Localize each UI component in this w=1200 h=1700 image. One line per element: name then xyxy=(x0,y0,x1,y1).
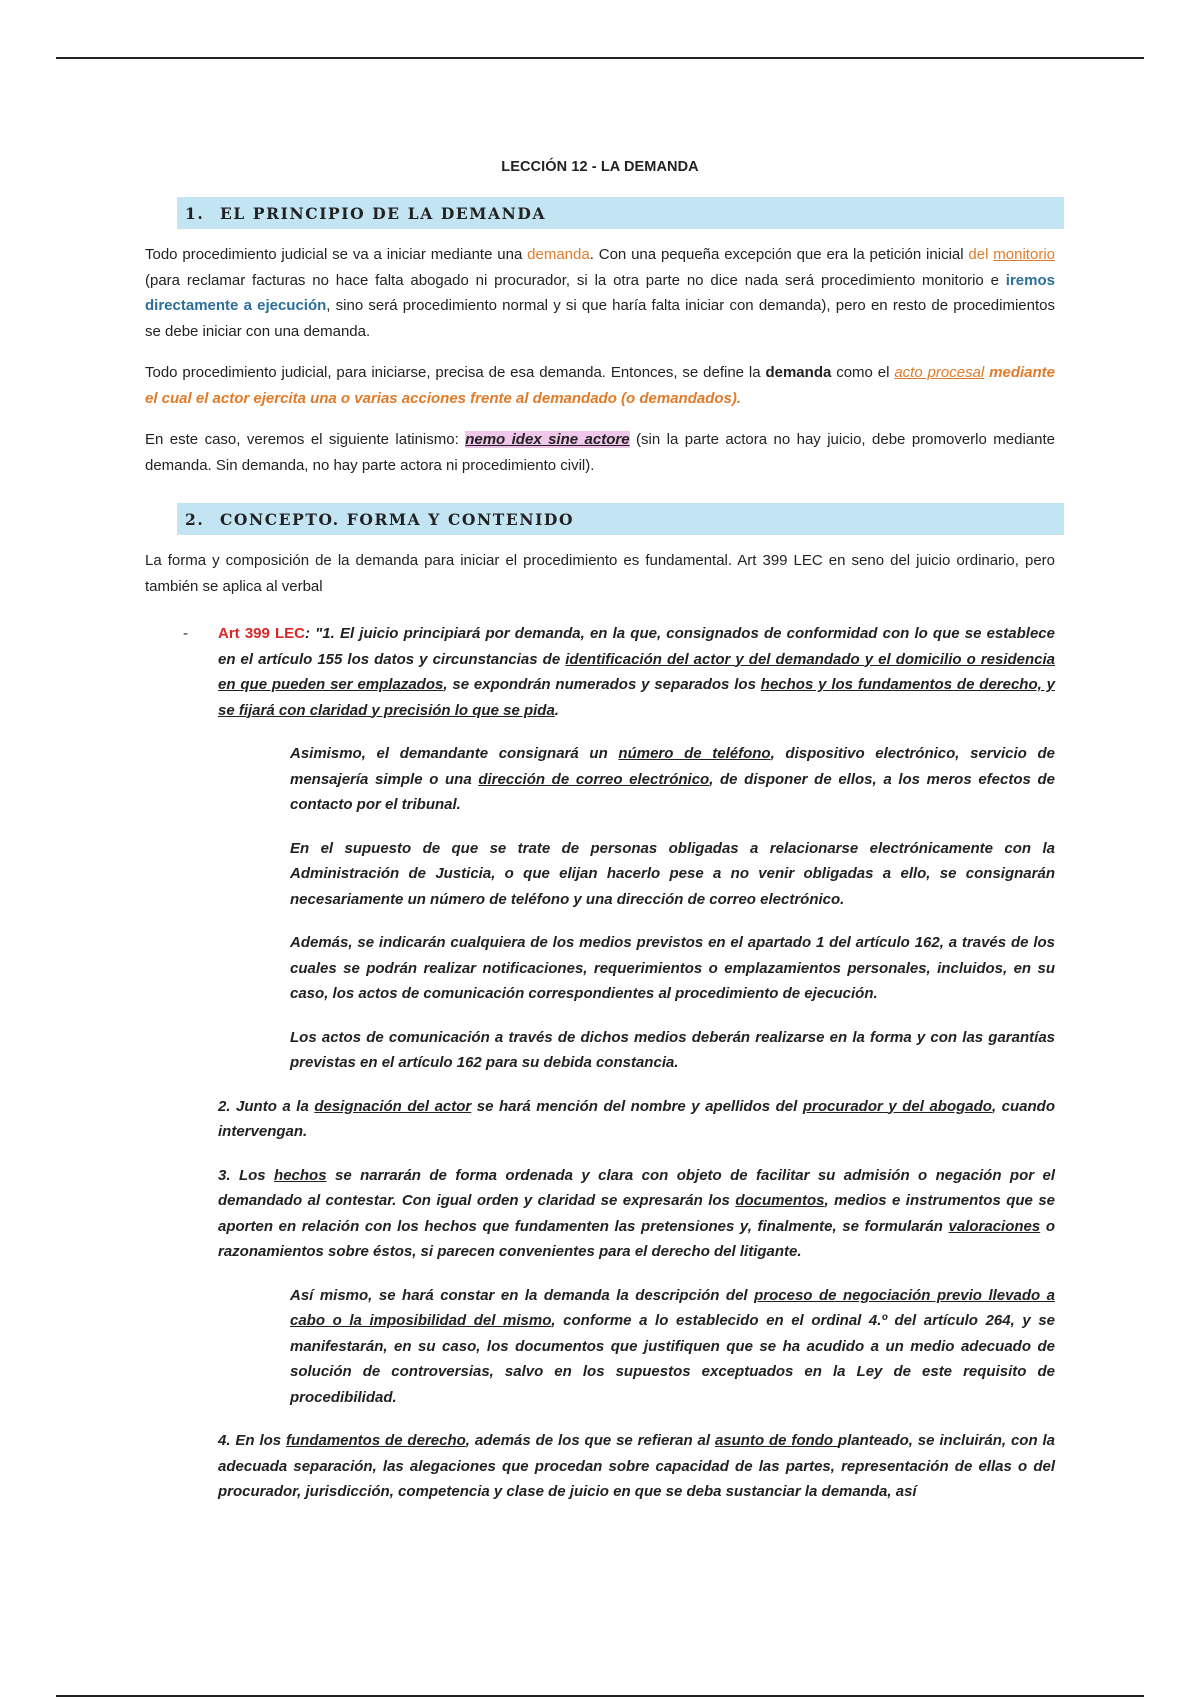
underlined-term: proceso de negociación previo llevado a cabo o la imposibilidad del mismo xyxy=(290,1286,1055,1329)
paragraph xyxy=(145,360,1055,411)
text-run: planteado, se incluirán, con la adecuada separación, las alegaciones que procedan sobre capacidad de las partes, representación de ellas o del procurador, jurisdicción, competencia y clase de juicio en que se deba sustanciar la demanda, así xyxy=(218,1432,1055,1500)
text-run: se narrarán de forma ordenada y clara con objeto de facilitar su admisión o negación por el demandado al contestar. Con igual orden y claridad se expresarán los xyxy=(218,1166,1056,1209)
underlined-term: fundamentos de derecho xyxy=(286,1432,466,1449)
text-run: Todo procedimiento judicial se va a iniciar mediante una xyxy=(145,246,528,263)
section-heading-2 xyxy=(177,503,1064,535)
text-run: como el xyxy=(831,364,895,381)
article-paragraph xyxy=(290,1283,1055,1411)
highlighted-term: mediante el cual el actor ejercita una o varias acciones frente al demandado (o demandados). xyxy=(145,364,1055,407)
article-paragraph: Además, se indicarán cualquiera de los medios previstos en el apartado 1 del artículo 162, a través de los cuales se podrán realizar notificaciones, requerimientos o emplazamientos personales, incluidos, en su caso, los actos de comunicación correspondientes al procedimiento de ejecución. xyxy=(290,934,1055,1002)
section-title: EL PRINCIPIO DE LA DEMANDA xyxy=(220,203,547,223)
article-paragraph: En el supuesto de que se trate de personas obligadas a relacionarse electrónicamente con la Administración de Justicia, o que elijan hacerlo pese a no venir obligadas a ello, se consignarán necesariamente un número de teléfono y una dirección de correo electrónico. xyxy=(290,839,1055,908)
text-run: Asimismo, el demandante consignará un xyxy=(290,745,619,762)
article-paragraph xyxy=(218,1163,1055,1265)
section-title: CONCEPTO. FORMA Y CONTENIDO xyxy=(220,509,575,529)
section-heading-1 xyxy=(177,197,1064,229)
highlighted-term: demanda xyxy=(527,246,590,263)
list-dash: - xyxy=(183,625,188,642)
text-run: , medios e instrumentos que se aporten en relación con los hechos que fundamenten las pretensiones y, finalmente, se formularán xyxy=(218,1192,1055,1235)
paragraph xyxy=(145,427,1055,478)
highlighted-term: monitorio xyxy=(993,246,1055,263)
text-run: , se expondrán numerados y separados los xyxy=(443,676,761,693)
text-run: , de disponer de ellos, a los meros efectos de contacto por el tribunal. xyxy=(290,770,1055,813)
section-number: 1. xyxy=(185,203,205,223)
underlined-term: valoraciones xyxy=(948,1217,1041,1235)
text-run: , cuando intervengan. xyxy=(218,1097,1055,1140)
highlighted-term: acto procesal xyxy=(894,364,985,381)
paragraph xyxy=(145,242,1055,344)
page-title: LECCIÓN 12 - LA DEMANDA xyxy=(501,159,699,175)
text-run: (para reclamar facturas no hace falta abogado ni procurador, si la otra parte no dice nada será procedimiento monitorio e xyxy=(145,271,1006,289)
text-run: 3. Los xyxy=(218,1166,275,1184)
article-label: Art 399 LEC xyxy=(218,625,306,642)
section-number: 2. xyxy=(185,509,205,529)
underlined-term: hechos y los fundamentos de derecho, y se fijará con claridad y precisión lo que se pida xyxy=(218,676,1055,719)
underlined-term: hechos xyxy=(274,1166,327,1184)
text-run: En este caso, veremos el siguiente latinismo: xyxy=(145,431,466,448)
underlined-term: identificación del actor y del demandado y el domicilio o residencia en que pueden ser emplazados xyxy=(218,650,1055,693)
text-run: Así mismo, se hará constar en la demanda la descripción del xyxy=(290,1286,755,1304)
text-run: , dispositivo electrónico, servicio de mensajería simple o una xyxy=(290,745,1056,788)
highlighted-term: iremos directamente a ejecución xyxy=(145,271,1055,314)
text-run: 2. Junto a la xyxy=(218,1097,315,1115)
underlined-term: documentos xyxy=(735,1192,825,1209)
underlined-term: asunto de fondo xyxy=(714,1432,838,1449)
text-run: , sino será procedimiento normal y si que haría falta iniciar con demanda), pero en resto de procedimientos se debe iniciar con una demanda. xyxy=(145,297,1055,340)
underlined-term: número de teléfono xyxy=(618,745,771,762)
text-run: Todo procedimiento judicial, para iniciarse, precisa de esa demanda. Entonces, se define la xyxy=(145,364,766,381)
text-run: , conforme a lo establecido en el ordinal 4.º del artículo 264, y se manifestarán, en su caso, los documentos que justifiquen que se ha acudido a un medio adecuado de solución de controversias, salvo en los supuestos exceptuados en la Ley de este requisito de procedibilidad. xyxy=(290,1312,1055,1406)
text-run: (sin la parte actora no hay juicio, debe promoverlo mediante demanda. Sin demanda, no hay parte actora ni procedimiento civil). xyxy=(145,431,1055,474)
bold-term: demanda xyxy=(765,364,832,381)
underlined-term: procurador y del abogado xyxy=(802,1097,992,1115)
latin-phrase: nemo idex sine actore xyxy=(465,431,630,448)
underlined-term: designación del actor xyxy=(314,1097,472,1115)
text-run: se hará mención del nombre y apellidos del xyxy=(471,1097,803,1115)
article-paragraph xyxy=(290,741,1055,818)
header-rule xyxy=(56,57,1144,59)
article-paragraph xyxy=(218,1094,1055,1145)
text-run: , además de los que se refieran al xyxy=(465,1432,715,1449)
footer-rule xyxy=(56,1695,1144,1697)
article-paragraph xyxy=(218,1428,1055,1505)
article-quote xyxy=(218,621,1055,723)
text-run: o razonamientos sobre éstos, si parecen convenientes para el derecho del litigante. xyxy=(218,1217,1055,1260)
highlighted-term: del xyxy=(968,246,994,263)
text-run: : "1. El juicio principiará por demanda, en la que, consignados de conformidad con lo que se establece en el artículo 155 los datos y circunstancias de xyxy=(218,625,1055,668)
text-run: . Con una pequeña excepción que era la petición inicial xyxy=(589,246,969,263)
paragraph: La forma y composición de la demanda para iniciar el procedimiento es fundamental. Art 399 LEC en seno del juicio ordinario, pero también se aplica al verbal xyxy=(145,552,1055,595)
list-item xyxy=(145,621,1055,723)
document-page xyxy=(145,155,1055,1505)
underlined-term: dirección de correo electrónico xyxy=(478,770,710,788)
article-paragraph: Los actos de comunicación a través de dichos medios deberán realizarse en la forma y con las garantías previstas en el artículo 162 para su debida constancia. xyxy=(290,1028,1055,1071)
text-run: . xyxy=(554,701,559,719)
text-run: 4. En los xyxy=(218,1432,286,1449)
